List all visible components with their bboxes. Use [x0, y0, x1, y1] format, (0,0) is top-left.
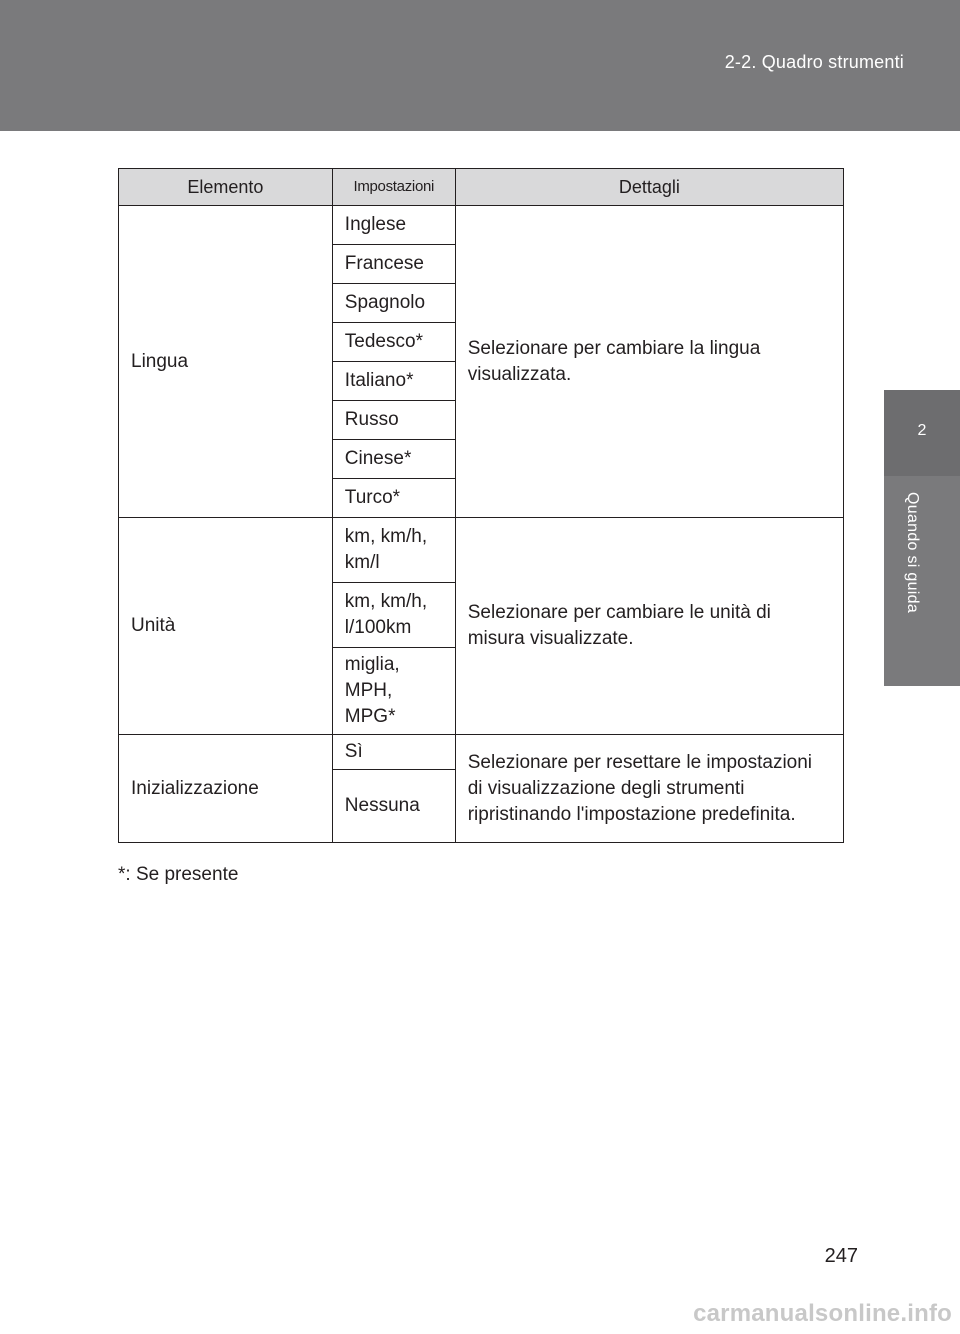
header-elemento: Elemento — [119, 169, 333, 206]
chapter-tab — [884, 390, 960, 476]
element-cell: Inizializzazione — [119, 735, 333, 843]
chapter-title: Quando si guida — [904, 492, 921, 614]
option-cell: miglia, MPH, MPG* — [332, 648, 455, 735]
details-cell: Selezionare per cambiare le unità di misura visualizzate. — [455, 518, 843, 735]
chapter-tab-strip — [884, 476, 960, 686]
table-header-row — [119, 169, 844, 206]
option-cell: km, km/h, km/l — [332, 518, 455, 583]
option-cell: Nessuna — [332, 770, 455, 843]
option-cell: km, km/h, l/100km — [332, 583, 455, 648]
element-cell: Lingua — [119, 206, 333, 518]
page-number: 247 — [824, 1245, 858, 1267]
option-cell: Cinese* — [332, 440, 455, 479]
option-cell: Italiano* — [332, 362, 455, 401]
chapter-number: 2 — [917, 422, 927, 439]
watermark: carmanualsonline.info — [693, 1300, 952, 1327]
element-cell: Unità — [119, 518, 333, 735]
footnote: *: Se presente — [118, 864, 239, 885]
option-cell: Inglese — [332, 206, 455, 245]
details-cell: Selezionare per resettare le impostazioni di visualizzazione degli strumenti ripristinando l'impostazione predefinita. — [455, 735, 843, 843]
header-dettagli: Dettagli — [455, 169, 843, 206]
option-cell: Francese — [332, 245, 455, 284]
details-cell: Selezionare per cambiare la lingua visualizzata. — [455, 206, 843, 518]
table-row — [119, 206, 844, 245]
option-cell: Sì — [332, 735, 455, 770]
section-title: 2-2. Quadro strumenti — [724, 52, 904, 72]
option-cell: Tedesco* — [332, 323, 455, 362]
option-cell: Russo — [332, 401, 455, 440]
header-band — [0, 0, 960, 131]
settings-table — [118, 168, 844, 843]
option-cell: Turco* — [332, 479, 455, 518]
table-row — [119, 735, 844, 770]
table-row — [119, 518, 844, 583]
header-impostazioni: Impostazioni — [332, 169, 455, 206]
option-cell: Spagnolo — [332, 284, 455, 323]
